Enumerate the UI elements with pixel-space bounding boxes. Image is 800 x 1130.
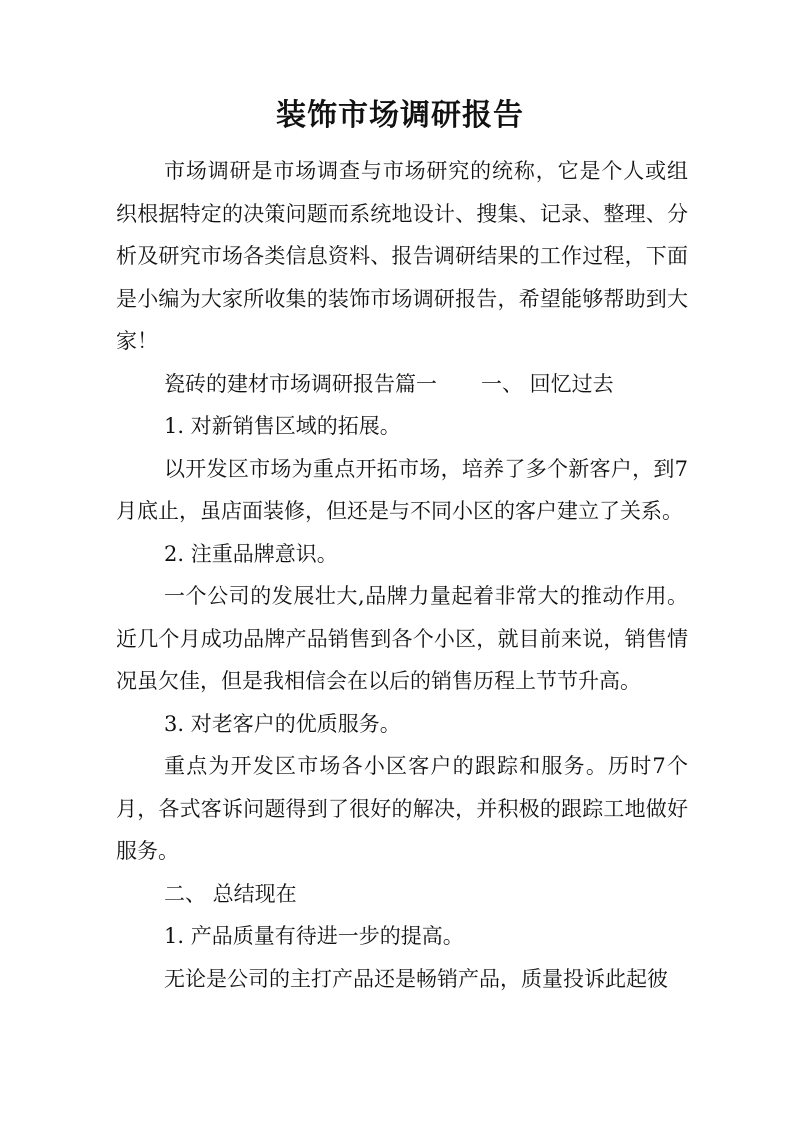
report-subtitle: 瓷砖的建材市场调研报告篇一 <box>164 371 437 396</box>
item-heading-4: 1. 产品质量有待进一步的提高。 <box>164 924 464 948</box>
section-two-heading: 二、 总结现在 <box>164 881 297 906</box>
item-paragraph-4: 无论是公司的主打产品还是畅销产品，质量投诉此起彼 <box>164 966 668 991</box>
item-paragraph-3: 重点为开发区市场各小区客户的跟踪和服务。历时7个月，各式客诉问题得到了很好的解决，并积极的跟踪工地做好服务。 <box>116 754 688 863</box>
section-one-heading: 一、 回忆过去 <box>481 371 614 396</box>
section-heading-line <box>116 363 688 406</box>
document-title: 装饰市场调研报告 <box>276 98 524 133</box>
intro-paragraph: 市场调研是市场调查与市场研究的统称，它是个人或组织根据特定的决策问题而系统地设计、搜集、记录、整理、分析及研究市场各类信息资料、报告调研结果的工作过程，下面是小编为大家所收集的装饰市场调研报告，希望能够帮助到大家！ <box>116 159 688 353</box>
item-paragraph-2: 一个公司的发展壮大,品牌力量起着非常大的推动作用。近几个月成功品牌产品销售到各个小区，就目前来说，销售情况虽欠佳，但是我相信会在以后的销售历程上节节升高。 <box>116 584 688 693</box>
item-heading-1: 1. 对新销售区域的拓展。 <box>164 414 401 438</box>
item-heading-3: 3. 对老客户的优质服务。 <box>164 711 401 736</box>
document-body <box>116 150 688 1000</box>
item-heading-2: 2. 注重品牌意识。 <box>164 541 338 566</box>
item-paragraph-1: 以开发区市场为重点开拓市场，培养了多个新客户，到7月底止，虽店面装修，但还是与不同小区的客户建立了关系。 <box>116 456 688 523</box>
